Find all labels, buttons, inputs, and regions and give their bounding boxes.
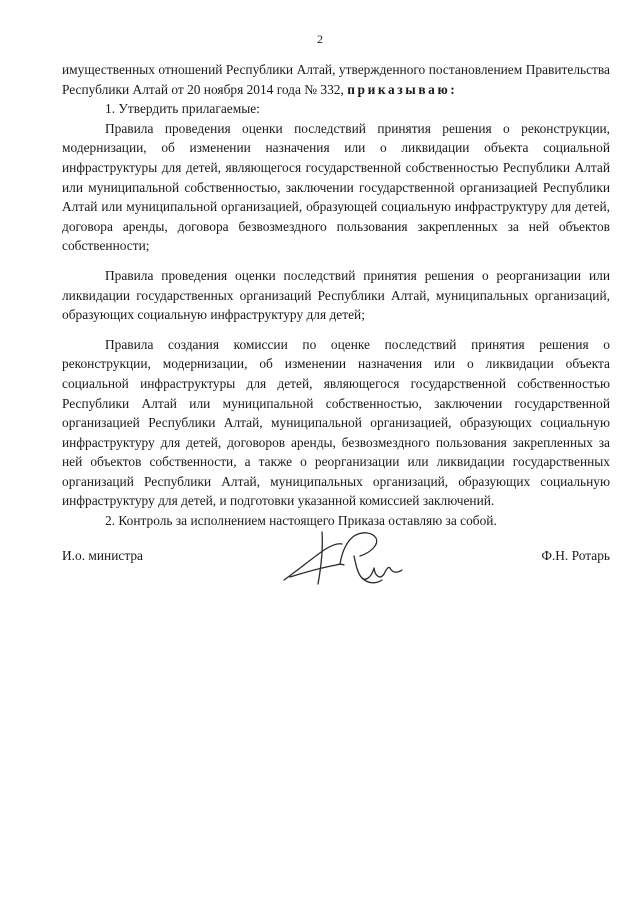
intro-text: имущественных отношений Республики Алтай, утвержденного постановлением Правительства Республики Алтай от 20 ноября 2014 года № 332, — [62, 62, 610, 97]
handwritten-signature — [276, 520, 408, 592]
item-control: 2. Контроль за исполнением настоящего Приказа оставляю за собой. — [105, 513, 497, 529]
signatory-name: Ф.Н. Ротарь — [541, 548, 610, 563]
page-number: 2 — [317, 32, 323, 46]
rules-paragraph-3: Правила создания комиссии по оценке последствий принятия решения о реконструкции, модернизации, об изменении назначения или о ликвидации объекта социальной инфраструктуры для детей, являющегося государственной собственностью Республики Алтай или муниципальной собственностью, заключении государственной организацией Республики Алтай, муниципальной организацией, образующих социальную инфраструктуру для детей, договоров аренды, безвозмездного пользования закрепленных за ней объектов собственности, а также о реорганизации или ликвидации государственных организаций Республики Алтай, муниципальных организаций, образующих социальную инфраструктуру для детей, и подготовки указанной комиссией заключений. — [62, 336, 610, 509]
document-body — [62, 60, 610, 531]
item-approve: 1. Утвердить прилагаемые: — [105, 101, 260, 117]
rules-paragraph-1: Правила проведения оценки последствий принятия решения о реконструкции, модернизации, об изменении назначения или о ликвидации объекта социальной инфраструктуры для детей, являющегося государственной собственностью Республики Алтай или муниципальной собственностью, заключении государственной организацией Республики Алтай или муниципальной организацией, образующей социальную инфраструктуру для детей, договора аренды, договора безвозмездного пользования закрепленных за ней объектов собственности; — [62, 120, 610, 254]
order-word: приказываю: — [347, 81, 458, 97]
intro-paragraph — [62, 60, 610, 99]
signatory-title: И.о. министра — [62, 548, 143, 563]
rules-paragraph-2: Правила проведения оценки последствий принятия решения о реорганизации или ликвидации государственных организаций Республики Алтай, муниципальных организаций, образующих социальную инфраструктуру для детей; — [62, 267, 610, 323]
